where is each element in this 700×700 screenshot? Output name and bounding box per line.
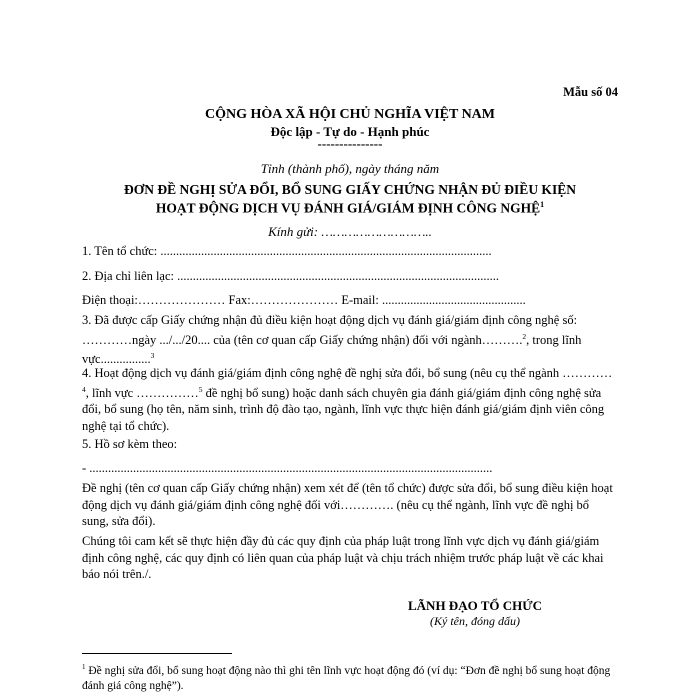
footnote-text: Đề nghị sửa đổi, bổ sung hoạt động nào thì ghi tên lĩnh vực hoạt động đó (ví dụ: “Đơn đề nghị bổ sung hoạt động đánh giá công nghệ”). [82, 664, 611, 692]
footnote-ref: 2 [522, 331, 527, 341]
request-paragraph: Đề nghị (tên cơ quan cấp Giấy chứng nhận) xem xét để (tên tổ chức) được sửa đổi, bổ sung điều kiện hoạt động dịch vụ đánh giá/giám định công nghệ đối với…………. (nêu cụ thể ngành, lĩnh vực đề nghị bổ sung, sửa đổi). [82, 481, 613, 528]
document-title-line1: ĐƠN ĐỀ NGHỊ SỬA ĐỔI, BỔ SUNG GIẤY CHỨNG NHẬN ĐỦ ĐIỀU KIỆN [124, 182, 576, 197]
item-certificate [82, 312, 616, 368]
footnote-ref: 5 [198, 384, 203, 394]
header-divider: --------------- [317, 136, 383, 151]
signature-title: LÃNH ĐẠO TỔ CHỨC [408, 598, 542, 613]
item-activity-field: , lĩnh vực …………… [85, 385, 199, 400]
footnote-ref: 4 [82, 384, 86, 394]
nation-heading: CỘNG HÒA XÃ HỘI CHỦ NGHĨA VIỆT NAM [204, 107, 495, 122]
signature-note: (Ký tên, đóng dấu) [430, 614, 520, 628]
commitment-paragraph: Chúng tôi cam kết sẽ thực hiện đầy đủ các quy định của pháp luật trong lĩnh vực dịch vụ đánh giá/giám định công nghệ, các quy định có liên quan của pháp luật và chịu trách nhiệm trước pháp luật về các khai báo nói trên./. [82, 534, 604, 581]
footnote [82, 660, 622, 694]
place-date-line: Tỉnh (thành phố), ngày tháng năm [260, 161, 440, 176]
item-activity-rest: đề nghị bổ sung) hoặc danh sách chuyên gia đánh giá/giám định công nghệ sửa đổi, bổ sung (họ tên, năm sinh, trình độ đào tạo, ngành, lĩnh vực thực hiện đánh giá/giám định viên công nghệ tại tổ chức). [82, 385, 605, 433]
document-title-text: HOẠT ĐỘNG DỊCH VỤ ĐÁNH GIÁ/GIÁM ĐỊNH CÔNG NGHỆ [155, 200, 541, 216]
attachment-line: - ................................................................................................................................. [82, 461, 493, 475]
item-certificate-field: , trong lĩnh vực................ [82, 332, 582, 367]
footnote-ref: 3 [150, 351, 155, 361]
motto-heading: Độc lập - Tự do - Hạnh phúc [270, 124, 430, 139]
item-organization-name: 1. Tên tổ chức: .......................................................................................................... [82, 244, 492, 258]
footnote-ref: 1 [540, 200, 545, 209]
item-attachments: 5. Hồ sơ kèm theo: [82, 437, 178, 451]
item-activity-text: 4. Hoạt động dịch vụ đánh giá/giám định công nghệ đề nghị sửa đổi, bổ sung (nêu cụ thể ngành ………… [82, 366, 613, 380]
footnote-number: 1 [82, 663, 86, 671]
recipient-line: Kính gửi: ……………………….. [268, 224, 432, 239]
item-activity-change [82, 365, 616, 434]
footnote-divider [82, 653, 232, 654]
document-title-line2 [0, 200, 700, 217]
form-number: Mẫu số 04 [563, 85, 618, 99]
item-contact-address: 2. Địa chỉ liên lạc: ....................................................................................................... [82, 269, 499, 283]
item-phone-fax-email: Điện thoại:………………… Fax:………………… E-mail: .............................................. [82, 293, 526, 307]
item-certificate-text: 3. Đã được cấp Giấy chứng nhận đủ điều kiện hoạt động dịch vụ đánh giá/giám định công nghệ số: …………ngày .../.../20.... của (tên cơ quan cấp Giấy chứng nhận) đối với ngành………. [82, 313, 578, 347]
